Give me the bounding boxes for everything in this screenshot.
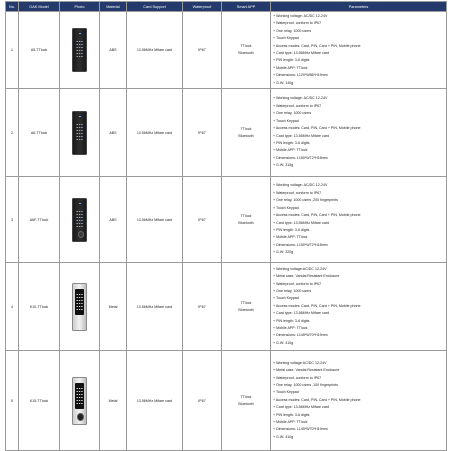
- card-support-cell: 13.56MHz Mifare card: [127, 177, 183, 263]
- parameter-line: + G.W: 410g: [273, 434, 294, 439]
- header-model: OAK Model: [19, 2, 60, 12]
- parameter-line: + Working voltage:AC/DC 12-24V: [273, 266, 327, 271]
- photo-cell: [60, 12, 100, 89]
- parameters-cell: [271, 89, 447, 177]
- smart-app-value: TTlock: [240, 44, 252, 48]
- parameter-line: + Waterproof, conform to IP67: [273, 281, 322, 286]
- parameter-line: + Card type: 13.56MHz Mifare card: [273, 51, 330, 55]
- waterproof-cell: IP67: [183, 263, 222, 351]
- waterproof-cell: IP67: [183, 89, 222, 177]
- parameter-line: + Touch Keypad: [273, 390, 299, 395]
- material-cell: Metal: [100, 263, 127, 351]
- parameter-line: + Dimensions: L150*W72*H18mm: [273, 242, 328, 247]
- parameter-line: + PIN length: 3-6 digits: [273, 140, 310, 145]
- parameter-line: + Waterproof, conform to IP67: [273, 103, 322, 108]
- parameter-line: + Metal case, Vandal Resistant Enclosure: [273, 368, 340, 373]
- table-row: [6, 89, 447, 177]
- row-number: 5: [6, 351, 19, 451]
- parameter-line: + Dimensions: L145*W70*H19mm: [273, 333, 328, 338]
- model-cell: A5-TTlock: [19, 12, 60, 89]
- waterproof-cell: IP67: [183, 177, 222, 263]
- metal-keypad-device-image: [72, 377, 87, 425]
- parameter-line: + Working voltage: AC/DC 12-24V: [273, 13, 328, 18]
- parameter-line: + Access modes: Card, PIN, Card + PIN, Mobile phone: [273, 43, 361, 48]
- header-no: No.: [6, 2, 19, 12]
- smart-app-value: TTlock: [240, 126, 252, 131]
- header-smart-app: Smart APP: [222, 2, 271, 12]
- model-cell: K10-TTlock: [19, 263, 60, 351]
- table-row: [6, 263, 447, 351]
- table-row: [6, 12, 447, 89]
- parameter-line: + One relay, 1000 users: [273, 288, 312, 293]
- model-cell: K15-TTlock: [19, 351, 60, 451]
- parameter-line: + Access modes: Card, PIN, Card + PIN, Mobile phone: [273, 303, 361, 308]
- parameter-line: + Working voltage:AC/DC 12-24V: [273, 360, 327, 365]
- material-cell: ABS: [100, 12, 127, 89]
- parameter-line: + PIN length: 3-6 digits: [273, 412, 310, 417]
- smart-app-value: Bluetooth: [238, 133, 254, 138]
- parameter-line: + PIN length: 3-6 digits: [273, 318, 310, 323]
- parameter-line: + Card type: 13.56MHz Mifare card: [273, 220, 330, 225]
- parameter-line: + G.W: 410g: [273, 340, 294, 345]
- parameter-line: + Touch Keypad: [273, 296, 299, 301]
- header-photo: Photo: [60, 2, 100, 12]
- parameter-line: + Access modes: Card, PIN, Card + PIN, Mobile phone: [273, 397, 361, 402]
- parameter-line: + Dimensions: L150*W72*H18mm: [273, 155, 328, 160]
- smart-app-cell: [222, 89, 271, 177]
- parameter-line: + Working voltage: AC/DC 12-24V: [273, 183, 328, 188]
- header-material: Material: [100, 2, 127, 12]
- parameter-line: + Metal case, Vandal Resistant Enclosure: [273, 274, 340, 279]
- smart-app-value: Bluetooth: [238, 51, 254, 55]
- smart-app-value: Bluetooth: [238, 220, 254, 225]
- product-spec-table: [5, 1, 447, 451]
- card-support-cell: 13.56MHz Mifare card: [127, 89, 183, 177]
- photo-cell: [60, 177, 100, 263]
- row-number: 2: [6, 89, 19, 177]
- smart-app-value: Bluetooth: [238, 307, 254, 312]
- metal-keypad-device-image: [72, 283, 87, 331]
- header-card-support: Card Support: [127, 2, 183, 12]
- parameter-line: + Card type: 13.56MHz Mifare card: [273, 133, 330, 138]
- parameter-line: + Dimensions: L145*W70*H19mm: [273, 427, 328, 432]
- black-keypad-device-image: [72, 198, 87, 242]
- parameter-line: + Waterproof, conform to IP67: [273, 21, 322, 26]
- black-keypad-device-image: [72, 111, 87, 155]
- smart-app-value: TTlock: [240, 394, 252, 399]
- parameter-line: + Access modes: Card, PIN, Card + PIN, Mobile phone: [273, 213, 361, 218]
- row-number: 1: [6, 12, 19, 89]
- parameter-line: + One relay, 1000 users: [273, 28, 312, 33]
- parameter-line: + Waterproof, conform to IP67: [273, 375, 322, 380]
- table-row: [6, 177, 447, 263]
- smart-app-cell: [222, 351, 271, 451]
- row-number: 3: [6, 177, 19, 263]
- header-row: [6, 2, 447, 12]
- header-waterproof: Waterproof: [183, 2, 222, 12]
- parameter-line: + PIN length: 3-6 digits: [273, 58, 310, 63]
- parameter-line: + Mobile APP: TTlock: [273, 65, 308, 70]
- parameter-line: + Touch Keypad: [273, 118, 299, 123]
- smart-app-value: Bluetooth: [238, 401, 254, 406]
- table-row: [6, 351, 447, 451]
- card-support-cell: 13.56MHz Mifare card: [127, 351, 183, 451]
- parameter-line: + Mobile APP: TTlock: [273, 148, 308, 153]
- smart-app-value: TTlock: [240, 213, 252, 218]
- parameter-line: + Touch Keypad: [273, 205, 299, 210]
- parameters-cell: [271, 177, 447, 263]
- parameter-line: + Mobile APP: TTlock: [273, 235, 308, 240]
- card-support-cell: 13.56MHz Mifare card: [127, 12, 183, 89]
- model-cell: A6-TTlock: [19, 89, 60, 177]
- card-support-cell: 13.56MHz Mifare card: [127, 263, 183, 351]
- parameter-line: + Card type: 13.56MHz Mifare card: [273, 405, 330, 410]
- parameter-line: + Mobile APP: TTlock: [273, 420, 308, 425]
- material-cell: ABS: [100, 89, 127, 177]
- waterproof-cell: IP67: [183, 351, 222, 451]
- parameter-line: + Mobile APP: TTlock: [273, 326, 308, 331]
- smart-app-cell: [222, 177, 271, 263]
- smart-app-value: TTlock: [240, 300, 252, 305]
- parameter-line: + Touch Keypad: [273, 36, 299, 41]
- photo-cell: [60, 89, 100, 177]
- smart-app-cell: [222, 263, 271, 351]
- parameter-line: + One relay, 1000 users ,100 fingerprints: [273, 382, 338, 387]
- parameter-line: + PIN length: 3-6 digits: [273, 227, 310, 232]
- smart-app-cell: [222, 12, 271, 89]
- parameter-line: + One relay, 1000 users: [273, 111, 312, 116]
- parameter-line: + G.W: 315g: [273, 163, 294, 168]
- parameters-cell: [271, 263, 447, 351]
- waterproof-cell: IP67: [183, 12, 222, 89]
- parameter-line: + Waterproof, conform to IP67: [273, 190, 322, 195]
- parameter-line: + Card type: 13.56MHz Mifare card: [273, 311, 330, 316]
- parameter-line: + One relay, 1000 users ,200 fingerprints: [273, 198, 338, 203]
- black-keypad-device-image: [72, 28, 87, 72]
- parameter-line: + Dimensions: L120*W86*H19mm: [273, 73, 328, 78]
- parameters-cell: [271, 351, 447, 451]
- row-number: 4: [6, 263, 19, 351]
- parameters-cell: [271, 12, 447, 89]
- material-cell: Metal: [100, 351, 127, 451]
- model-cell: A6F-TTlock: [19, 177, 60, 263]
- parameter-line: + Working voltage: AC/DC 12-24V: [273, 96, 328, 101]
- parameter-line: + G.W: 320g: [273, 250, 294, 255]
- parameter-line: + G.W: 140g: [273, 80, 294, 85]
- parameter-line: + Access modes: Card, PIN, Card + PIN, Mobile phone: [273, 126, 361, 131]
- header-parameters: Parameters: [271, 2, 447, 12]
- photo-cell: [60, 351, 100, 451]
- photo-cell: [60, 263, 100, 351]
- material-cell: ABS: [100, 177, 127, 263]
